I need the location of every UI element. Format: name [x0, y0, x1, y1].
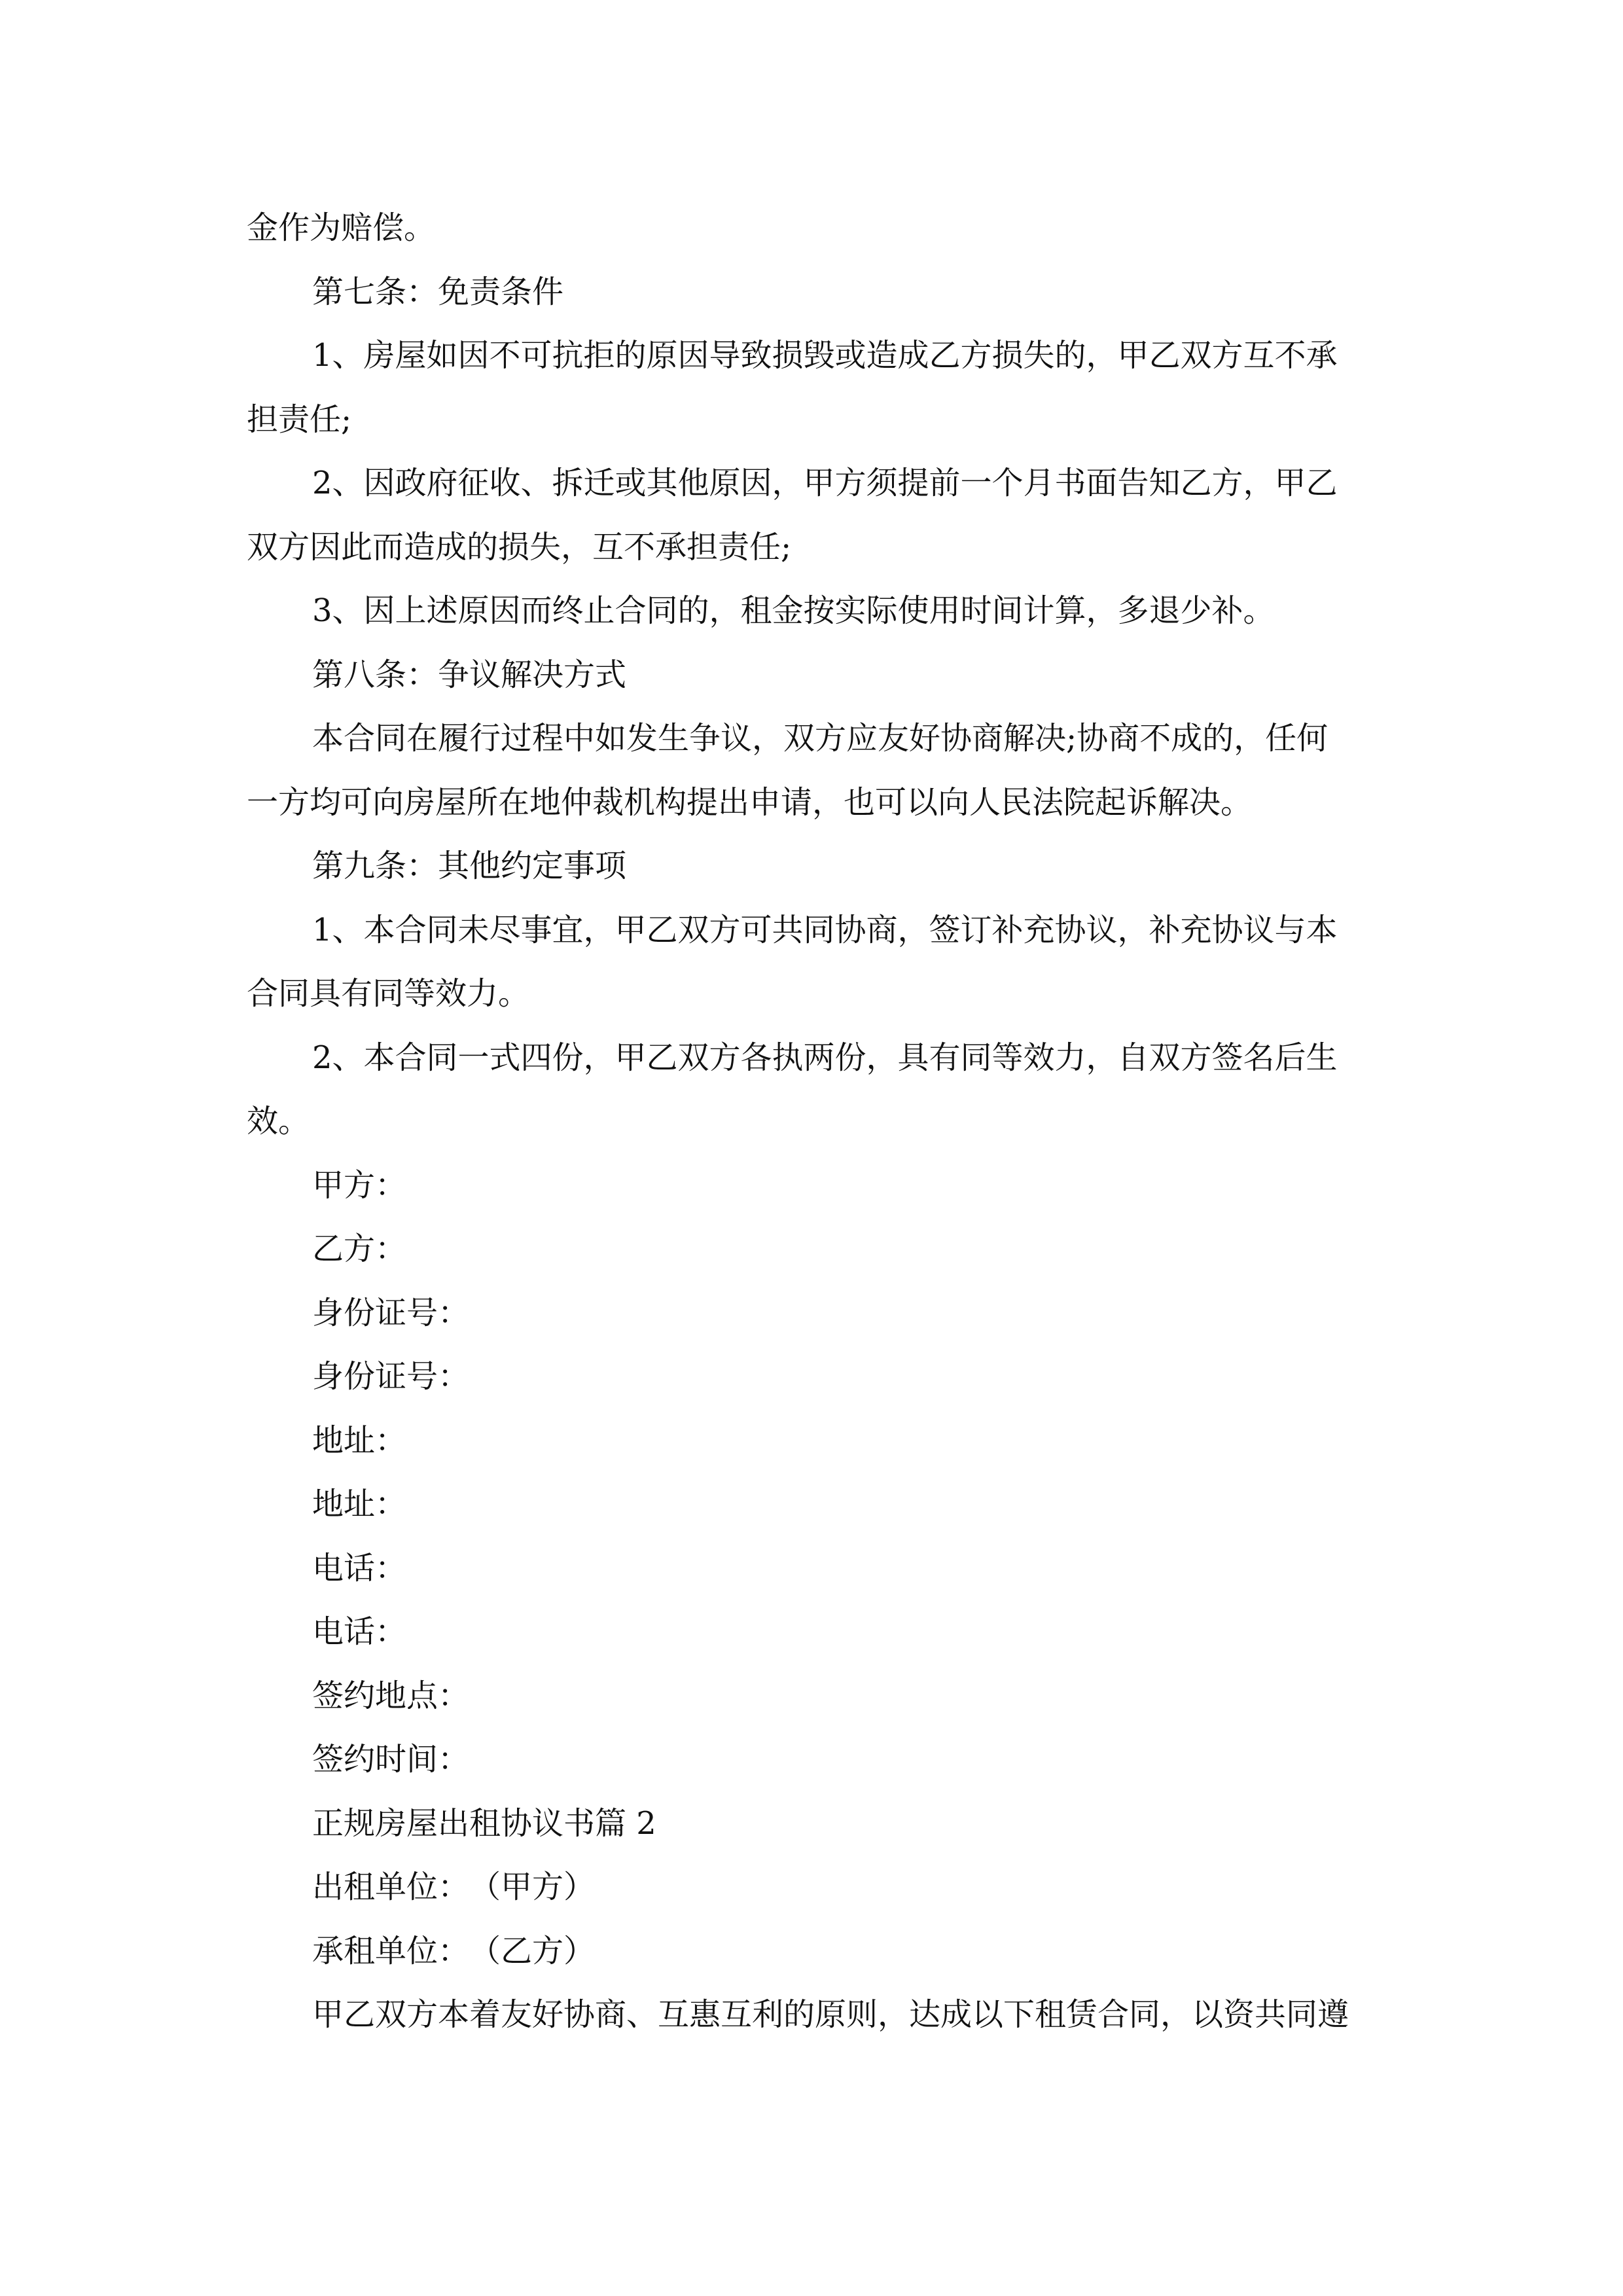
- phone-label: 电话：: [312, 1613, 407, 1650]
- text-line: 金作为赔偿。: [247, 209, 436, 246]
- document-body: [247, 196, 1376, 2047]
- section-title: 正规房屋出租协议书篇 2: [312, 1804, 656, 1842]
- id-number-label: 身份证号：: [312, 1358, 470, 1395]
- text-line: 一方均可向房屋所在地仲裁机构提出申请，也可以向人民法院起诉解决。: [247, 783, 1253, 821]
- signing-place-label: 签约地点：: [312, 1677, 470, 1714]
- id-number-label: 身份证号：: [312, 1294, 470, 1331]
- text-line: 2、本合同一式四份，甲乙双方各执两份，具有同等效力，自双方签名后生: [312, 1039, 1338, 1076]
- text-line: 1、本合同未尽事宜，甲乙双方可共同协商，签订补充协议，补充协议与本: [312, 911, 1338, 948]
- text-line: 效。: [247, 1103, 310, 1139]
- text-line: 2、因政府征收、拆迁或其他原因，甲方须提前一个月书面告知乙方，甲乙: [312, 465, 1338, 501]
- text-line: 担责任;: [247, 401, 352, 438]
- article-heading-8: 第八条：争议解决方式: [312, 656, 627, 693]
- article-heading-7: 第七条：免责条件: [312, 273, 564, 310]
- address-label: 地址：: [312, 1422, 407, 1459]
- text-line: 甲乙双方本着友好协商、互惠互利的原则，达成以下租赁合同，以资共同遵: [312, 1996, 1349, 2033]
- text-line: 本合同在履行过程中如发生争议，双方应友好协商解决;协商不成的，任何: [312, 720, 1329, 757]
- lessor-label: 出租单位： （甲方）: [312, 1869, 596, 1905]
- text-line: 3、因上述原因而终止合同的，租金按实际使用时间计算，多退少补。: [312, 592, 1275, 629]
- text-line: 1、房屋如因不可抗拒的原因导致损毁或造成乙方损失的，甲乙双方互不承: [312, 337, 1338, 374]
- article-heading-9: 第九条：其他约定事项: [312, 848, 627, 884]
- lessee-label: 承租单位： （乙方）: [312, 1932, 596, 1969]
- text-line: 双方因此而造成的损失，互不承担责任;: [247, 528, 792, 565]
- address-label: 地址：: [312, 1486, 407, 1522]
- signing-time-label: 签约时间：: [312, 1741, 470, 1778]
- text-line: 合同具有同等效力。: [247, 975, 530, 1012]
- phone-label: 电话：: [312, 1549, 407, 1587]
- party-b-label: 乙方：: [312, 1230, 407, 1267]
- party-a-label: 甲方：: [312, 1166, 407, 1204]
